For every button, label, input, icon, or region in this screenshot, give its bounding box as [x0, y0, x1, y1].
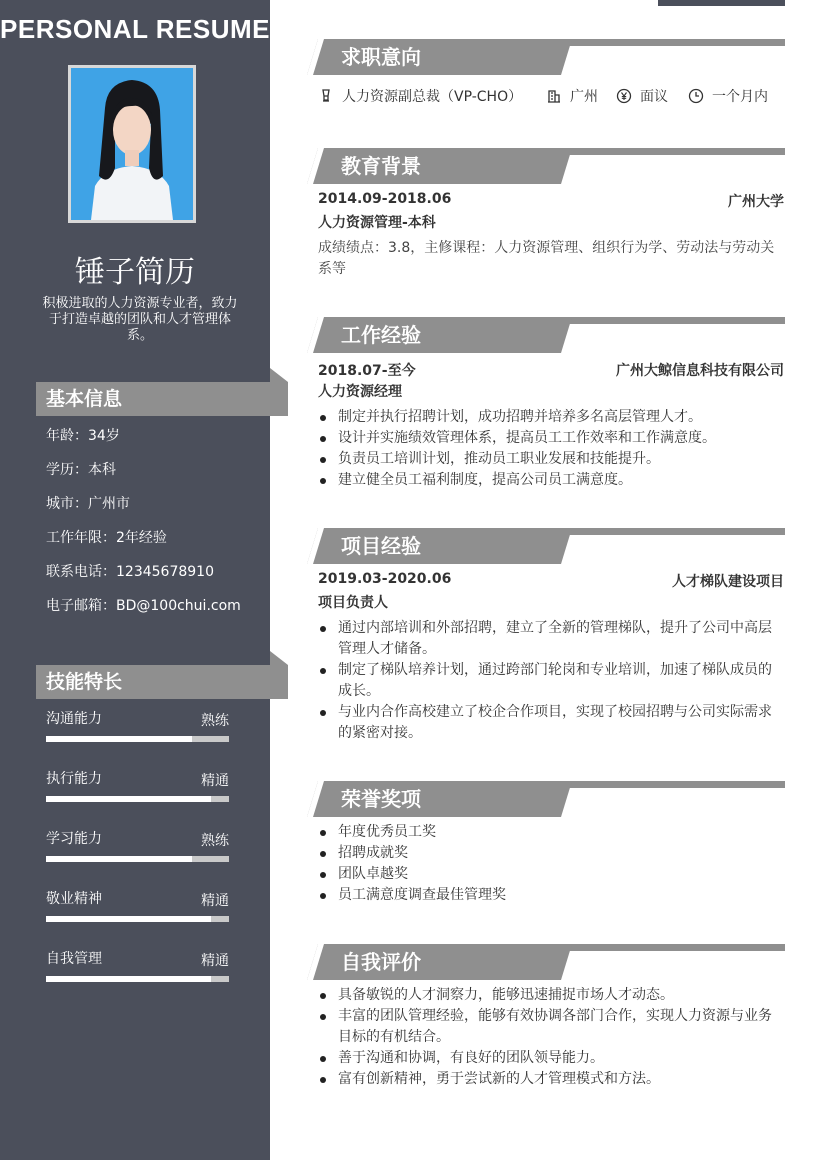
skill-level: 熟练	[201, 833, 229, 849]
heading-fold	[270, 651, 288, 665]
intent-position-text: 人力资源副总裁（VP-CHO）	[342, 89, 523, 105]
skill-bar-fill	[46, 796, 211, 802]
basic-info-heading	[36, 382, 288, 416]
honors-heading	[307, 781, 785, 817]
skill-level: 精通	[201, 773, 229, 789]
skill-name: 执行能力	[46, 771, 102, 787]
list-item: 与业内合作高校建立了校企合作项目，实现了校园招聘与公司实际需求的紧密对接。	[318, 702, 778, 744]
education-heading-text: 教育背景	[341, 154, 421, 178]
yen-icon	[616, 88, 632, 104]
skill-bar	[46, 976, 229, 982]
skill-level: 熟练	[201, 713, 229, 729]
building-icon	[546, 88, 562, 104]
intent-heading-text: 求职意向	[341, 45, 421, 69]
work-duties	[318, 407, 778, 491]
list-item: 善于沟通和协调，有良好的团队领导能力。	[318, 1048, 778, 1069]
skill-item	[46, 948, 229, 988]
list-item: 设计并实施绩效管理体系，提高员工工作效率和工作满意度。	[318, 428, 778, 449]
list-item: 招聘成就奖	[318, 843, 778, 864]
heading-rule	[557, 39, 785, 46]
work-role: 人力资源经理	[318, 384, 402, 400]
list-item: 团队卓越奖	[318, 864, 778, 885]
skill-name: 自我管理	[46, 951, 102, 967]
info-age: 年龄：34岁	[46, 428, 120, 444]
education-major: 人力资源管理-本科	[318, 215, 436, 231]
intent-salary-text: 面议	[640, 89, 668, 105]
education-school: 广州大学	[728, 194, 784, 210]
work-company: 广州大鲸信息科技有限公司	[616, 363, 784, 379]
skill-bar	[46, 856, 229, 862]
list-item: 年度优秀员工奖	[318, 822, 778, 843]
project-name: 人才梯队建设项目	[672, 574, 784, 590]
person-name: 锤子简历	[75, 255, 195, 290]
resume-title: PERSONAL RESUME	[0, 14, 270, 44]
heading-rule	[557, 148, 785, 155]
intent-heading	[307, 39, 785, 75]
list-item: 建立健全员工福利制度，提高公司员工满意度。	[318, 470, 778, 491]
clock-icon	[688, 88, 704, 104]
skill-bar-fill	[46, 856, 192, 862]
skill-bar-fill	[46, 916, 211, 922]
top-accent-bar	[658, 0, 785, 6]
skill-bar-fill	[46, 976, 211, 982]
heading-fold	[270, 368, 288, 382]
work-heading	[307, 317, 785, 353]
heading-rule	[557, 528, 785, 535]
skill-item	[46, 828, 229, 868]
intent-city-text: 广州	[570, 89, 598, 105]
education-heading	[307, 148, 785, 184]
skill-name: 敬业精神	[46, 891, 102, 907]
skill-level: 精通	[201, 893, 229, 909]
list-item: 具备敏锐的人才洞察力，能够迅速捕捉市场人才动态。	[318, 985, 778, 1006]
work-date: 2018.07-至今	[318, 363, 416, 379]
info-experience-years: 工作年限：2年经验	[46, 530, 167, 546]
skill-bar-fill	[46, 736, 192, 742]
lamp-icon	[318, 88, 334, 104]
list-item: 制定了梯队培养计划，通过跨部门轮岗和专业培训，加速了梯队成员的成长。	[318, 660, 778, 702]
profile-photo	[68, 65, 196, 223]
person-intro: 积极进取的人力资源专业者，致力于打造卓越的团队和人才管理体系。	[42, 296, 238, 343]
info-email: 电子邮箱：BD@100chui.com	[46, 598, 241, 614]
skill-item	[46, 888, 229, 928]
skill-name: 沟通能力	[46, 711, 102, 727]
project-heading-text: 项目经验	[341, 534, 421, 558]
basic-info-heading-text: 基本信息	[46, 388, 123, 410]
info-phone: 联系电话：12345678910	[46, 564, 214, 580]
skill-bar	[46, 796, 229, 802]
skills-heading	[36, 665, 288, 699]
project-role: 项目负责人	[318, 595, 388, 611]
skills-heading-text: 技能特长	[46, 671, 123, 693]
info-city: 城市：广州市	[46, 496, 130, 512]
list-item: 员工满意度调查最佳管理奖	[318, 885, 778, 906]
self-eval-heading-text: 自我评价	[341, 950, 421, 974]
skill-name: 学习能力	[46, 831, 102, 847]
list-item: 负责员工培训计划，推动员工职业发展和技能提升。	[318, 449, 778, 470]
heading-rule	[557, 944, 785, 951]
skill-item	[46, 768, 229, 808]
heading-rule	[557, 317, 785, 324]
honors-heading-text: 荣誉奖项	[341, 787, 421, 811]
intent-availability-text: 一个月内	[712, 89, 768, 105]
skill-bar	[46, 916, 229, 922]
list-item: 丰富的团队管理经验，能够有效协调各部门合作，实现人力资源与业务目标的有机结合。	[318, 1006, 778, 1048]
heading-rule	[557, 781, 785, 788]
work-heading-text: 工作经验	[341, 323, 421, 347]
education-detail: 成绩绩点：3.8，主修课程：人力资源管理、组织行为学、劳动法与劳动关系等	[318, 240, 775, 277]
skill-bar	[46, 736, 229, 742]
skill-level: 精通	[201, 953, 229, 969]
list-item: 富有创新精神，勇于尝试新的人才管理模式和方法。	[318, 1069, 778, 1090]
education-date: 2014.09-2018.06	[318, 191, 452, 207]
list-item: 制定并执行招聘计划，成功招聘并培养多名高层管理人才。	[318, 407, 778, 428]
project-heading	[307, 528, 785, 564]
skill-item	[46, 708, 229, 748]
project-achievements	[318, 618, 778, 744]
self-eval-list	[318, 985, 778, 1090]
info-education: 学历：本科	[46, 462, 116, 478]
honors-list	[318, 822, 778, 906]
project-date: 2019.03-2020.06	[318, 571, 452, 587]
list-item: 通过内部培训和外部招聘，建立了全新的管理梯队，提升了公司中高层管理人才储备。	[318, 618, 778, 660]
self-eval-heading	[307, 944, 785, 980]
